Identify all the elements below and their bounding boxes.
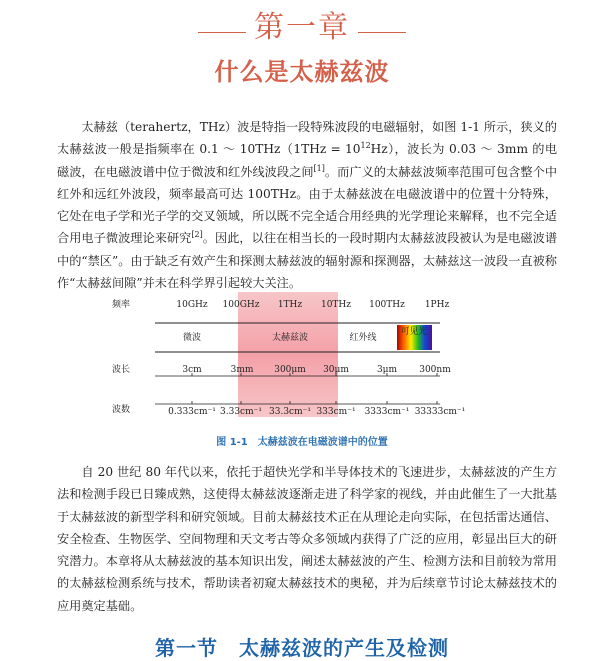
- freq-label-1thz: 1THz: [277, 300, 303, 310]
- wavelength-label-3mm: 3mm: [230, 365, 254, 375]
- intro-paragraph: 太赫兹（terahertz，THz）波是特指一段特殊波段的电磁辐射，如图 1-1 所示，狭义的太赫兹波一般是指频率在 0.1 ～ $10THz(1THz = 10^{12}Hz)$，波长为 0.03 ～ 3mm 的电磁波，在电磁波谱中位于微波和红外线波段之间[1]。而广义的太赫兹波频率范围可包含整个中红外和远红外波段，频率最高可达 100THz。由于太赫兹波在电磁波谱中的位置十分特殊，它处在电子学和光子学的交叉领域，所以既不完全适合用经典的光学理论来解释，也不完全适合用电子微波理论来研究[2]。因此，以往在相当长的一段时期内太赫兹波段被认为是电磁波谱中的“禁区”。由于缺乏有效产生和探测太赫兹波的辐射源和探测器，太赫兹这一波段一直被称作“太赫兹间隙”并未在科学界引起较大关注。: [57, 120, 558, 291]
- wavenumber-label-333: 3.33cm⁻¹: [220, 407, 262, 417]
- freq-label-100ghz: 100GHz: [222, 300, 260, 310]
- frequency-row-label: 频率: [112, 300, 131, 310]
- freq-label-1phz: 1PHz: [424, 300, 450, 310]
- wavenumber-row-label: 波数: [112, 405, 131, 415]
- section-title: 第一节 太赫兹波的产生及检测: [155, 636, 449, 660]
- chapter-label: 第一章: [0, 2, 604, 46]
- wavenumber-label-3333: 3333cm⁻¹: [364, 407, 410, 417]
- history-paragraph: 自 20 世纪 80 年代以来，依托于超快光学和半导体技术的飞速进步，太赫兹波的产生方法和检测手段已日臻成熟，这使得太赫兹波逐渐走进了科学家的视线，并由此催生了一大批基于太赫兹波的新型学科和研究领域。目前太赫兹技术正在从理论走向实际，在包括雷达通信、安全检查、生物医学、空间物理和天文考古等众多领域内获得了广泛的应用，彰显出巨大的研究潜力。本章将从太赫兹波的基本知识出发，阐述太赫兹波的产生、检测方法和目前较为常用的太赫兹检测系统与技术，帮助读者初窥太赫兹技术的奥秘，并为后续章节讨论太赫兹技术的应用奠定基础。: [57, 465, 557, 613]
- left-rule: [198, 32, 246, 33]
- figure-caption: 图 1-1 太赫兹波在电磁波谱中的位置: [216, 437, 388, 448]
- wavenumber-label-0333: 0.333cm⁻¹: [168, 407, 216, 417]
- band-label-microwave: 微波: [182, 333, 202, 343]
- band-label-infrared: 红外线: [349, 333, 377, 343]
- wavelength-label-300nm: 300nm: [419, 365, 451, 375]
- freq-label-100thz: 100THz: [369, 300, 405, 310]
- citation-2[interactable]: [2]: [191, 230, 203, 240]
- terahertz-band-highlight: [238, 292, 338, 417]
- spectrum-figure: [110, 292, 470, 422]
- chapter-title: 什么是太赫兹波: [214, 58, 390, 86]
- wavenumber-label-33333: 33333cm⁻¹: [414, 407, 466, 417]
- band-label-terahertz: 太赫兹波: [271, 333, 309, 343]
- wavelength-label-30um: 30μm: [323, 365, 349, 375]
- wavenumber-label-333c: 333cm⁻¹: [316, 407, 356, 417]
- right-rule: [358, 32, 406, 33]
- freq-label-10ghz: 10GHz: [176, 300, 208, 310]
- wavelength-label-300um: 300μm: [274, 365, 306, 375]
- wavelength-row-label: 波长: [112, 365, 131, 375]
- band-label-visible: 可见光: [400, 327, 428, 337]
- freq-label-10thz: 10THz: [320, 300, 352, 310]
- wavelength-label-3um: 3μm: [376, 365, 398, 375]
- citation-1[interactable]: [1]: [313, 163, 325, 173]
- wavenumber-label-333b: 33.3cm⁻¹: [269, 407, 311, 417]
- wavelength-label-3cm: 3cm: [182, 365, 202, 375]
